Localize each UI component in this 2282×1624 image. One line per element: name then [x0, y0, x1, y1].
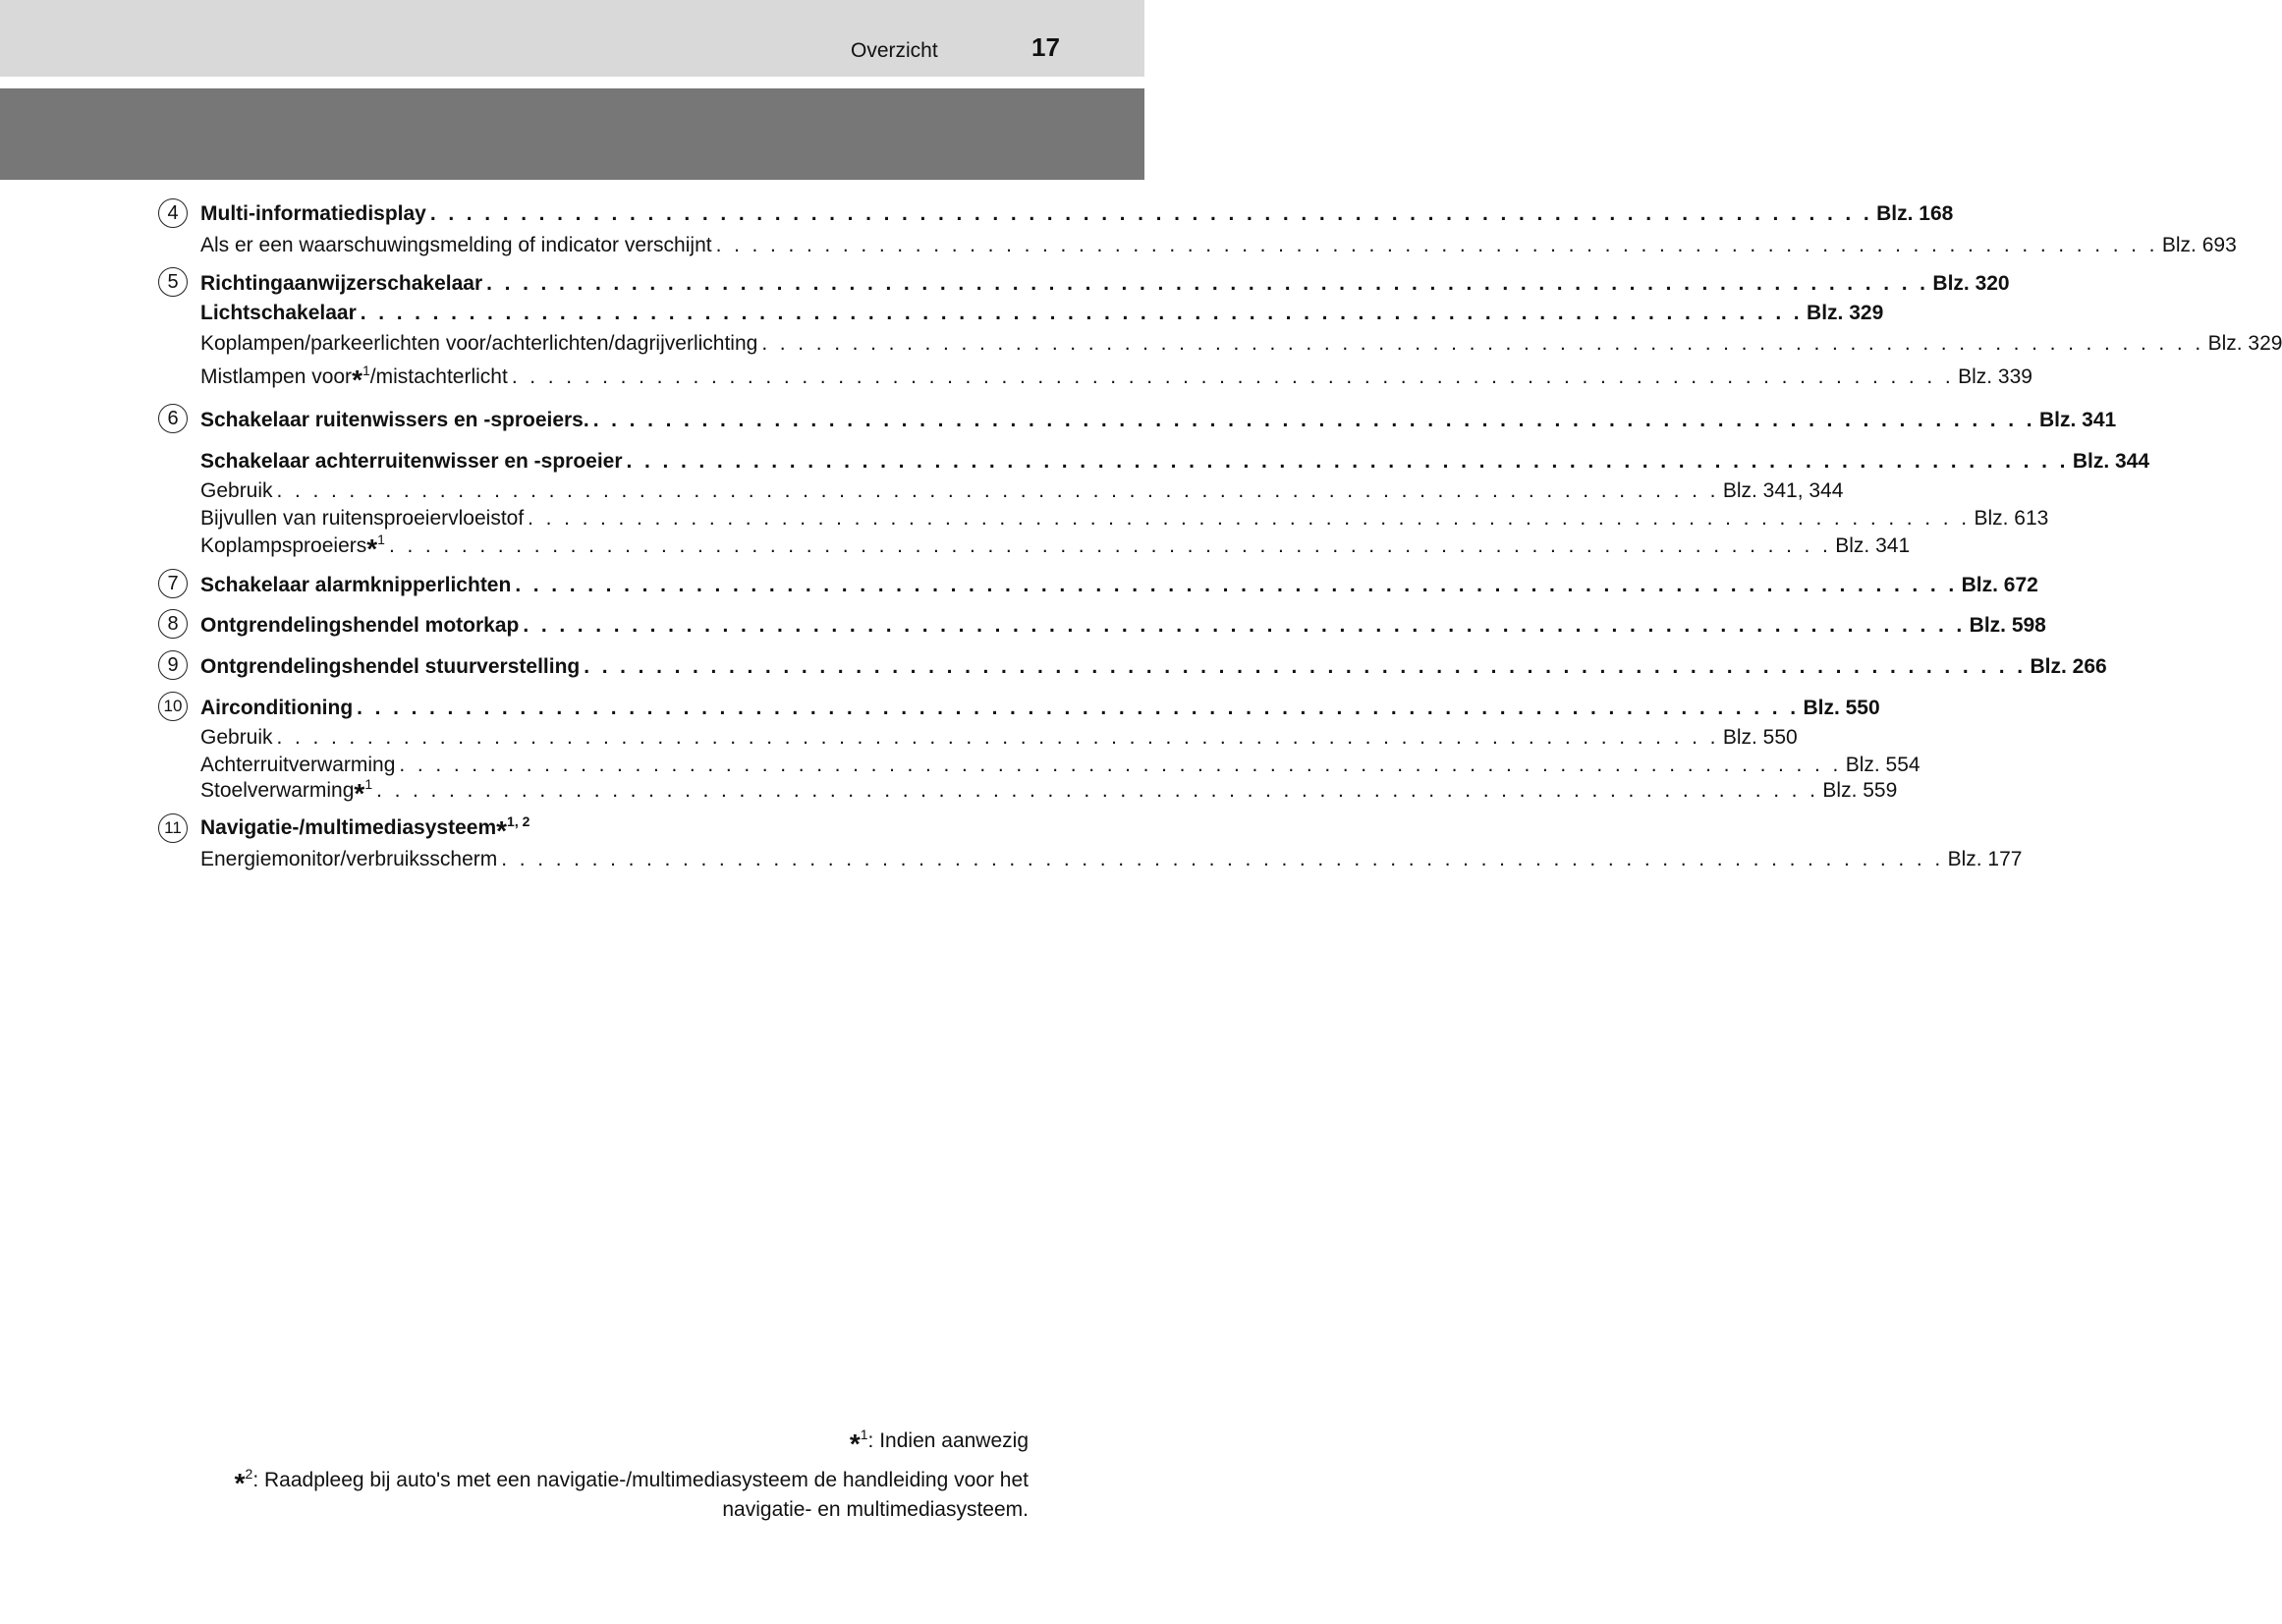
toc-entry[interactable] — [200, 776, 1898, 809]
entry-label: Multi-informatiedisplay — [200, 202, 426, 225]
page-reference[interactable]: Blz. 672 — [1961, 574, 2038, 596]
toc-entry[interactable] — [200, 409, 2117, 436]
toc-entry[interactable] — [200, 614, 2046, 642]
dot-leader: . . . . . . . . . . . . . . . . . . . . . . . . . . . . . . . . . . . . . . . . . . . . . . . . . . . . . . . . . . . . . . . . . . . . . . . . . . . . . . . . — [528, 507, 1971, 530]
toc-entry[interactable] — [200, 655, 2107, 683]
page-reference[interactable]: Blz. 341 — [1835, 534, 1911, 557]
dot-leader: . . . . . . . . . . . . . . . . . . . . . . . . . . . . . . . . . . . . . . . . . . . . . . . . . . . . . . . . . . . . . . . . . . . . . . . . . . . . . . . . — [501, 848, 1944, 870]
dot-leader: . . . . . . . . . . . . . . . . . . . . . . . . . . . . . . . . . . . . . . . . . . . . . . . . . . . . . . . . . . . . . . . . . . . . . . . . . . . . . . . . — [429, 202, 1873, 225]
toc-entry[interactable] — [200, 574, 2038, 601]
page-reference[interactable]: Blz. 341, 344 — [1722, 479, 1844, 502]
toc-entry[interactable] — [200, 202, 1954, 230]
dot-leader: . . . . . . . . . . . . . . . . . . . . . . . . . . . . . . . . . . . . . . . . . . . . . . . . . . . . . . . . . . . . . . . . . . . . . . . . . . . . . . . . — [761, 332, 2204, 355]
entry-label: Navigatie-/multimediasysteem*$^{1, 2}$ — [200, 813, 530, 846]
page-number: 17 — [1031, 32, 1060, 62]
entry-label: Bijvullen van ruitensproeiervloeistof — [200, 507, 525, 530]
item-number-7: 7 — [158, 569, 188, 598]
entry-label: Ontgrendelingshendel motorkap — [200, 614, 520, 637]
page-reference[interactable]: Blz. 613 — [1974, 507, 2049, 530]
dot-leader: . . . . . . . . . . . . . . . . . . . . . . . . . . . . . . . . . . . . . . . . . . . . . . . . . . . . . . . . . . . . . . . . . . . . . . . . . . . . . . . . — [276, 726, 1719, 749]
dot-leader: . . . . . . . . . . . . . . . . . . . . . . . . . . . . . . . . . . . . . . . . . . . . . . . . . . . . . . . . . . . . . . . . . . . . . . . . . . . . . . . . — [511, 365, 1955, 388]
entry-label: Gebruik — [200, 726, 273, 749]
page-reference[interactable]: Blz. 177 — [1947, 848, 2023, 870]
dot-leader: . . . . . . . . . . . . . . . . . . . . . . . . . . . . . . . . . . . . . . . . . . . . . . . . . . . . . . . . . . . . . . . . . . . . . . . . . . . . . . . . — [626, 450, 2069, 473]
entry-label: Energiemonitor/verbruiksscherm — [200, 848, 498, 870]
entry-label: Stoelverwarming*$^1$ — [200, 776, 373, 809]
toc-entry[interactable] — [200, 234, 2237, 261]
toc-entry[interactable] — [200, 532, 1911, 564]
page-reference[interactable]: Blz. 559 — [1822, 779, 1898, 802]
toc-entry[interactable] — [200, 332, 2282, 360]
toc-entry[interactable] — [200, 848, 2023, 875]
page-reference[interactable]: Blz. 266 — [2030, 655, 2107, 678]
page-reference[interactable]: Blz. 550 — [1803, 697, 1880, 719]
entry-label: Gebruik — [200, 479, 273, 502]
footnote-2: *$^2$: Raadpleeg bij auto's met een navigatie-/multimediasysteem de handleiding voor het navigatie- en multimediasysteem. — [234, 1466, 1029, 1521]
section-banner — [0, 88, 1144, 180]
dot-leader: . . . . . . . . . . . . . . . . . . . . . . . . . . . . . . . . . . . . . . . . . . . . . . . . . . . . . . . . . . . . . . . . . . . . . . . . . . . . . . . . — [399, 754, 1842, 776]
toc-entry[interactable] — [200, 813, 982, 846]
item-number-8: 8 — [158, 609, 188, 639]
dot-leader: . . . . . . . . . . . . . . . . . . . . . . . . . . . . . . . . . . . . . . . . . . . . . . . . . . . . . . . . . . . . . . . . . . . . . . . . . . . . . . . . — [715, 234, 2158, 256]
toc-entry[interactable] — [200, 450, 2150, 477]
page-reference[interactable]: Blz. 329 — [2207, 332, 2282, 355]
page-reference[interactable]: Blz. 329 — [1807, 302, 1884, 324]
entry-label: Koplampsproeiers*$^1$ — [200, 532, 385, 564]
entry-label: Achterruitverwarming — [200, 754, 396, 776]
item-number-4: 4 — [158, 198, 188, 228]
dot-leader: . . . . . . . . . . . . . . . . . . . . . . . . . . . . . . . . . . . . . . . . . . . . . . . . . . . . . . . . . . . . . . . . . . . . . . . . . . . . . . . . — [360, 302, 1804, 324]
page-reference[interactable]: Blz. 344 — [2072, 450, 2150, 473]
dot-leader: . . . . . . . . . . . . . . . . . . . . . . . . . . . . . . . . . . . . . . . . . . . . . . . . . . . . . . . . . . . . . . . . . . . . . . . . . . . . . . . . — [523, 614, 1966, 637]
page-reference[interactable]: Blz. 168 — [1876, 202, 1954, 225]
dot-leader: . . . . . . . . . . . . . . . . . . . . . . . . . . . . . . . . . . . . . . . . . . . . . . . . . . . . . . . . . . . . . . . . . . . . . . . . . . . . . . . . — [486, 272, 1929, 295]
dot-leader: . . . . . . . . . . . . . . . . . . . . . . . . . . . . . . . . . . . . . . . . . . . . . . . . . . . . . . . . . . . . . . . . . . . . . . . . . . . . . . . . — [388, 534, 1832, 557]
toc-entry[interactable] — [200, 507, 2049, 534]
toc-entry[interactable] — [200, 272, 2010, 300]
header-band — [0, 0, 1144, 77]
item-number-10: 10 — [158, 692, 188, 721]
page-reference[interactable]: Blz. 320 — [1932, 272, 2010, 295]
entry-label: Mistlampen voor*$^1$/mistachterlicht — [200, 363, 508, 395]
entry-label: Koplampen/parkeerlichten voor/achterlichten/dagrijverlichting — [200, 332, 758, 355]
page-reference[interactable]: Blz. 339 — [1958, 365, 2032, 388]
page-reference[interactable]: Blz. 693 — [2161, 234, 2237, 256]
toc-entry[interactable] — [200, 726, 1798, 754]
section-title: Overzicht — [851, 39, 938, 62]
footnote-1: *$^1$: Indien aanwezig — [849, 1427, 1029, 1459]
page-reference[interactable]: Blz. 341 — [2038, 409, 2117, 431]
entry-label: Schakelaar achterruitenwisser en -sproeier — [200, 450, 623, 473]
dot-leader: . . . . . . . . . . . . . . . . . . . . . . . . . . . . . . . . . . . . . . . . . . . . . . . . . . . . . . . . . . . . . . . . . . . . . . . . . . . . . . . . — [592, 409, 2035, 431]
toc-entry[interactable] — [200, 697, 1880, 724]
dot-leader: . . . . . . . . . . . . . . . . . . . . . . . . . . . . . . . . . . . . . . . . . . . . . . . . . . . . . . . . . . . . . . . . . . . . . . . . . . . . . . . . — [584, 655, 2027, 678]
entry-label: Lichtschakelaar — [200, 302, 357, 324]
entry-label: Schakelaar alarmknipperlichten — [200, 574, 512, 596]
entry-label: Ontgrendelingshendel stuurverstelling — [200, 655, 581, 678]
dot-leader: . . . . . . . . . . . . . . . . . . . . . . . . . . . . . . . . . . . . . . . . . . . . . . . . . . . . . . . . . . . . . . . . . . . . . . . . . . . . . . . . — [376, 779, 1819, 802]
page-reference[interactable]: Blz. 554 — [1845, 754, 1920, 776]
item-number-11: 11 — [158, 813, 188, 843]
toc-entry[interactable] — [200, 302, 1884, 329]
toc-entry[interactable] — [200, 754, 1920, 781]
page-reference[interactable]: Blz. 550 — [1722, 726, 1798, 749]
dot-leader: . . . . . . . . . . . . . . . . . . . . . . . . . . . . . . . . . . . . . . . . . . . . . . . . . . . . . . . . . . . . . . . . . . . . . . . . . . . . . . . . — [276, 479, 1719, 502]
item-number-9: 9 — [158, 650, 188, 680]
page-reference[interactable]: Blz. 598 — [1969, 614, 2046, 637]
item-number-6: 6 — [158, 404, 188, 433]
item-number-5: 5 — [158, 267, 188, 297]
entry-label: Airconditioning — [200, 697, 354, 719]
entry-label: Schakelaar ruitenwissers en -sproeiers. — [200, 409, 589, 431]
entry-label: Als er een waarschuwingsmelding of indicator verschijnt — [200, 234, 712, 256]
dot-leader: . . . . . . . . . . . . . . . . . . . . . . . . . . . . . . . . . . . . . . . . . . . . . . . . . . . . . . . . . . . . . . . . . . . . . . . . . . . . . . . . — [357, 697, 1800, 719]
toc-entry[interactable] — [200, 479, 1844, 507]
dot-leader: . . . . . . . . . . . . . . . . . . . . . . . . . . . . . . . . . . . . . . . . . . . . . . . . . . . . . . . . . . . . . . . . . . . . . . . . . . . . . . . . — [515, 574, 1958, 596]
toc-entry[interactable] — [200, 363, 2032, 395]
entry-label: Richtingaanwijzerschakelaar — [200, 272, 483, 295]
